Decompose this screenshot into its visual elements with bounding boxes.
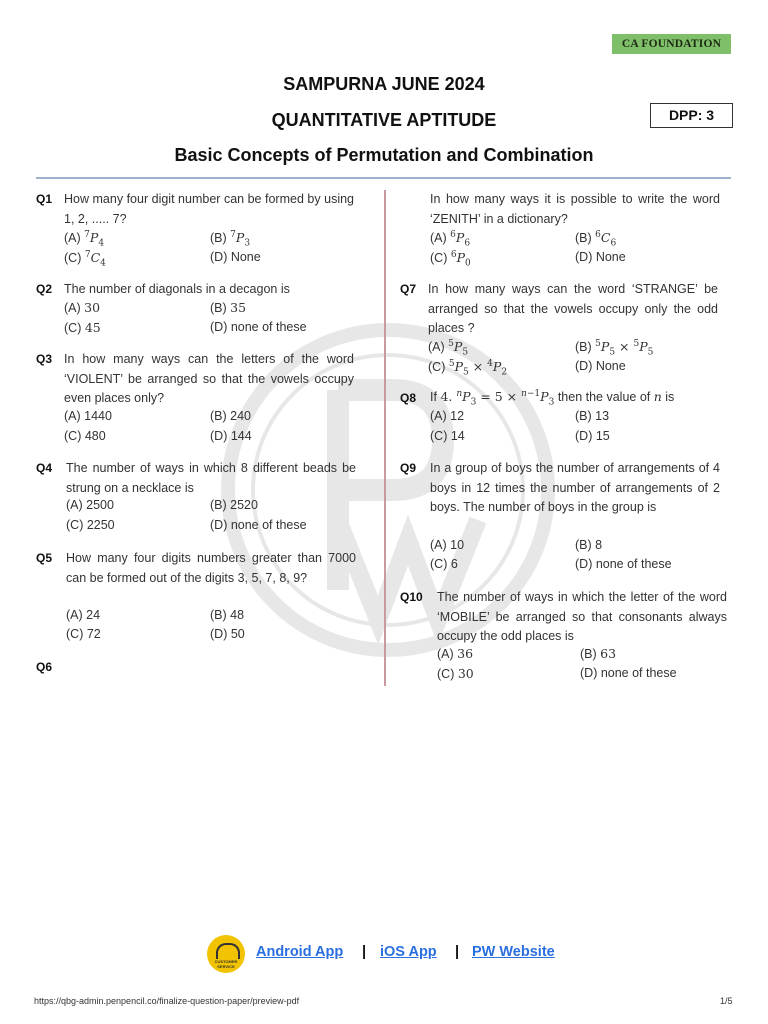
question-text: In how many ways can the word ‘STRANGE’ be arranged so that the vowels occupy only the odd places ?	[428, 282, 718, 335]
option-a: (A) 2500	[66, 498, 114, 512]
option-c: (C) 14	[430, 429, 465, 443]
option-b: (B) 2520	[210, 498, 258, 512]
option-b: (B) $^6C_6$	[575, 229, 617, 249]
column-divider	[384, 190, 386, 686]
question-text: In how many ways can the letters of the word ‘VIOLENT’ be arranged so that the vowels occupy even places only?	[64, 352, 354, 405]
option-d: (D) None	[575, 359, 626, 373]
page-number: 1/5	[720, 996, 733, 1006]
question-number: Q8	[400, 391, 417, 405]
option-a: (A) 12	[430, 409, 465, 423]
option-a: (A) $^6P_6$	[430, 229, 471, 249]
footer-separator: |	[455, 944, 460, 960]
option-b: (B) 35	[210, 300, 247, 315]
option-d: (D) 144	[210, 429, 252, 443]
pw-website-link[interactable]: PW Website	[472, 944, 555, 960]
option-a: (A) 36	[437, 646, 474, 661]
option-c: (C) $^7C_4$	[64, 249, 106, 269]
option-c: (C) 72	[66, 627, 101, 641]
ios-app-link[interactable]: iOS App	[380, 944, 437, 960]
option-a: (A) 10	[430, 538, 465, 552]
option-c: (C) $^5P_5 \times ^4P_2$	[428, 358, 508, 378]
course-badge: CA FOUNDATION	[612, 34, 731, 54]
question-number: Q1	[36, 192, 53, 206]
question-text: How many four digits numbers greater than 7000 can be formed out of the digits 3, 5, 7, 8, 9?	[66, 551, 356, 585]
question-text: The number of diagonals in a decagon is	[64, 282, 290, 296]
option-c: (C) 30	[437, 666, 474, 681]
option-b: (B) 63	[580, 646, 617, 661]
subject-title: QUANTITATIVE APTITUDE	[271, 110, 497, 130]
option-b: (B) 8	[575, 538, 603, 552]
question-number: Q10	[400, 590, 423, 604]
headset-icon	[216, 943, 240, 959]
question-number: Q7	[400, 282, 417, 296]
option-d: (D) None	[210, 250, 261, 264]
option-c: (C) 480	[64, 429, 106, 443]
option-a: (A) $^5P_5$	[428, 338, 469, 358]
option-d: (D) none of these	[580, 666, 677, 680]
option-d: (D) 50	[210, 627, 245, 641]
android-app-link[interactable]: Android App	[256, 944, 344, 960]
question-number: Q3	[36, 352, 53, 366]
option-c: (C) $^6P_0$	[430, 249, 471, 269]
option-d: (D) none of these	[575, 557, 672, 571]
option-a: (A) $^7P_4$	[64, 229, 105, 249]
batch-title: SAMPURNA JUNE 2024	[283, 74, 485, 94]
option-d: (D) None	[575, 250, 626, 264]
option-d: (D) none of these	[210, 518, 307, 532]
option-b: (B) $^7P_3$	[210, 229, 251, 249]
question-number: Q9	[400, 461, 417, 475]
option-c: (C) 45	[64, 320, 101, 335]
dpp-box: DPP: 3	[650, 103, 733, 128]
topic-title: Basic Concepts of Permutation and Combination	[174, 145, 594, 165]
option-a: (A) 30	[64, 300, 101, 315]
option-b: (B) $^5P_5 \times ^5P_5$	[575, 338, 654, 358]
option-b: (B) 48	[210, 608, 245, 622]
page-url: https://qbg-admin.penpencil.co/finalize-question-paper/preview-pdf	[34, 996, 300, 1006]
option-c: (C) 6	[430, 557, 458, 571]
question-text: If 4. $^nP_3 = 5 \times ^{n-1}P_3$ then the value of n is	[430, 388, 675, 408]
question-number-q6: Q6	[36, 660, 53, 674]
option-a: (A) 1440	[64, 409, 112, 423]
header-rule	[36, 177, 731, 179]
customer-service-logo: CUSTOMER SERVICE	[207, 935, 245, 973]
question-number: Q2	[36, 282, 53, 296]
question-number: Q5	[36, 551, 53, 565]
option-d: (D) none of these	[210, 320, 307, 334]
option-b: (B) 240	[210, 409, 251, 423]
option-c: (C) 2250	[66, 518, 115, 532]
question-number: Q4	[36, 461, 53, 475]
option-a: (A) 24	[66, 608, 101, 622]
option-d: (D) 15	[575, 429, 610, 443]
option-b: (B) 13	[575, 409, 610, 423]
question-text: The number of ways in which 8 different beads be strung on a necklace is	[66, 461, 356, 495]
footer-separator: |	[362, 944, 367, 960]
question-text: The number of ways in which the letter of the word ‘MOBILE’ be arranged so that consonants always occupy the odd places is	[437, 590, 727, 643]
question-text: In how many ways it is possible to write the word ‘ZENITH’ in a dictionary?	[430, 192, 720, 226]
question-text: How many four digit number can be formed by using 1, 2, ..... 7?	[64, 192, 354, 226]
question-text: In a group of boys the number of arrangements of 4 boys in 12 times the number of arrangements of 2 boys. The number of boys in the group is	[430, 461, 720, 514]
